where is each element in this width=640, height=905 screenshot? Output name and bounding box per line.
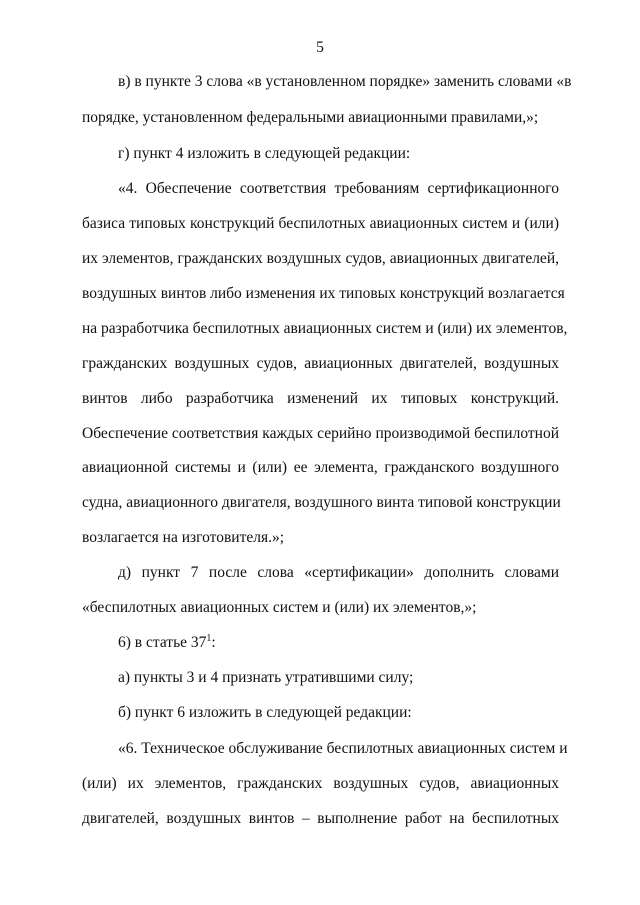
text-line-11: Обеспечение соответствия каждых серийно производимой беспилотной <box>82 425 559 442</box>
text-line-15: д) пункт 7 после слова «сертификации» дополнить словами <box>118 564 559 581</box>
article-text: 6) в статье 37 <box>118 634 207 651</box>
text-line-19: б) пункт 6 изложить в следующей редакции: <box>118 704 412 721</box>
text-line-9: гражданских воздушных судов, авиационных двигателей, воздушных <box>82 355 559 372</box>
page-number: 5 <box>316 39 324 56</box>
text-line-6: их элементов, гражданских воздушных судов, авиационных двигателей, <box>82 250 559 267</box>
article-suffix: : <box>211 634 216 651</box>
text-line-7: воздушных винтов либо изменения их типовых конструкций возлагается <box>82 285 565 302</box>
text-line-3: г) пункт 4 изложить в следующей редакции: <box>118 145 411 162</box>
text-line-20: «6. Техническое обслуживание беспилотных авиационных систем и <box>118 740 568 757</box>
text-line-13: судна, авиационного двигателя, воздушного винта типовой конструкции <box>82 494 561 511</box>
text-line-5: базиса типовых конструкций беспилотных авиационных систем и (или) <box>82 215 559 232</box>
text-line-21: (или) их элементов, гражданских воздушных судов, авиационных <box>82 775 559 792</box>
text-line-18: а) пункты 3 и 4 признать утратившими силу; <box>118 669 414 686</box>
text-line-1: в) в пункте 3 слова «в установленном порядке» заменить словами «в <box>118 73 572 90</box>
article-superscript: 1 <box>206 633 212 644</box>
text-line-16: «беспилотных авиационных систем и (или) их элементов,»; <box>82 599 477 616</box>
text-line-8: на разработчика беспилотных авиационных систем и (или) их элементов, <box>82 320 568 337</box>
text-line-22: двигателей, воздушных винтов – выполнение работ на беспилотных <box>82 810 559 827</box>
text-line-10: винтов либо разработчика изменений их типовых конструкций. <box>82 390 559 407</box>
text-line-12: авиационной системы и (или) ее элемента, гражданского воздушного <box>82 459 559 476</box>
text-line-17 <box>118 634 559 652</box>
text-line-4: «4. Обеспечение соответствия требованиям сертификационного <box>118 180 559 197</box>
text-line-2: порядке, установленном федеральными авиационными правилами,»; <box>82 109 539 126</box>
text-line-14: возлагается на изготовителя.»; <box>82 529 285 546</box>
